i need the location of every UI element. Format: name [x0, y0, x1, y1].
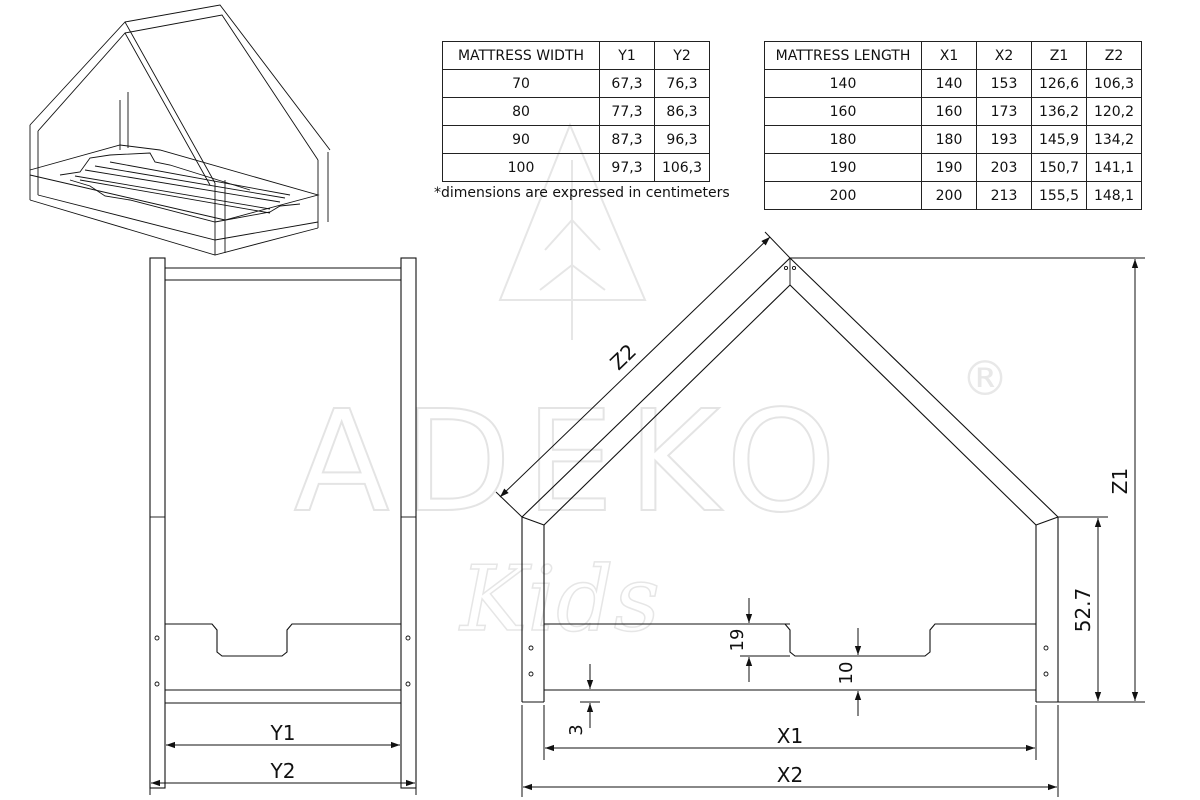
table-cell: 134,2	[1087, 126, 1142, 154]
mattress-length-table	[764, 41, 1142, 210]
table-cell: 67,3	[600, 70, 655, 98]
table-cell: 160	[922, 98, 977, 126]
table-cell: 190	[922, 154, 977, 182]
table-cell: 87,3	[600, 126, 655, 154]
dim-label-52-7: 52.7	[1071, 587, 1095, 633]
table-cell: 136,2	[1032, 98, 1087, 126]
table-cell: 180	[922, 126, 977, 154]
table-row	[765, 126, 1142, 154]
table-cell: 96,3	[655, 126, 710, 154]
header-y2: Y2	[655, 42, 710, 70]
table-cell: 140	[922, 70, 977, 98]
watermark-registered-mark: ®	[961, 351, 1009, 407]
watermark-sub: Kids	[460, 547, 660, 652]
table-cell: 155,5	[1032, 182, 1087, 210]
header-z2: Z2	[1087, 42, 1142, 70]
header-x1: X1	[922, 42, 977, 70]
table-row	[765, 182, 1142, 210]
table-row	[443, 98, 710, 126]
table-cell: 141,1	[1087, 154, 1142, 182]
watermark-brand: ADEKO	[293, 381, 851, 544]
table-cell: 106,3	[1087, 70, 1142, 98]
table-cell: 153	[977, 70, 1032, 98]
dimensions-note: *dimensions are expressed in centimeters	[434, 185, 730, 201]
dim-label-x1: X1	[776, 724, 804, 748]
bed-isometric-thumbnail	[30, 5, 330, 255]
table-cell: 80	[443, 98, 600, 126]
header-x2: X2	[977, 42, 1032, 70]
table-cell: 100	[443, 154, 600, 182]
table-cell: 173	[977, 98, 1032, 126]
dim-label-y2: Y2	[270, 759, 296, 783]
table-cell: 190	[765, 154, 922, 182]
table-cell: 97,3	[600, 154, 655, 182]
dim-label-3: 3	[566, 724, 587, 736]
table-cell: 213	[977, 182, 1032, 210]
table-cell: 148,1	[1087, 182, 1142, 210]
table-cell: 180	[765, 126, 922, 154]
table-cell: 203	[977, 154, 1032, 182]
dim-label-x2: X2	[776, 763, 804, 787]
table-header-row	[765, 42, 1142, 70]
table-row	[443, 154, 710, 182]
table-cell: 106,3	[655, 154, 710, 182]
table-cell: 126,6	[1032, 70, 1087, 98]
dim-label-19: 19	[727, 628, 748, 652]
header-y1: Y1	[600, 42, 655, 70]
table-cell: 77,3	[600, 98, 655, 126]
table-cell: 200	[922, 182, 977, 210]
table-cell: 160	[765, 98, 922, 126]
header-mattress-width: MATTRESS WIDTH	[443, 42, 600, 70]
header-mattress-length: MATTRESS LENGTH	[765, 42, 922, 70]
dim-label-z2: Z2	[605, 339, 641, 375]
header-z1: Z1	[1032, 42, 1087, 70]
front-view-bolt-marks	[155, 636, 410, 686]
dim-label-y1: Y1	[270, 721, 296, 745]
table-header-row	[443, 42, 710, 70]
table-cell: 70	[443, 70, 600, 98]
table-cell: 145,9	[1032, 126, 1087, 154]
table-row	[443, 126, 710, 154]
dim-label-z1: Z1	[1108, 467, 1132, 495]
table-cell: 86,3	[655, 98, 710, 126]
table-cell: 193	[977, 126, 1032, 154]
table-cell: 90	[443, 126, 600, 154]
table-cell: 140	[765, 70, 922, 98]
table-row	[765, 70, 1142, 98]
table-cell: 150,7	[1032, 154, 1087, 182]
table-row	[765, 154, 1142, 182]
table-cell: 200	[765, 182, 922, 210]
table-row	[443, 70, 710, 98]
dim-label-10: 10	[836, 661, 857, 685]
mattress-width-table	[442, 41, 710, 182]
table-cell: 76,3	[655, 70, 710, 98]
table-cell: 120,2	[1087, 98, 1142, 126]
table-row	[765, 98, 1142, 126]
